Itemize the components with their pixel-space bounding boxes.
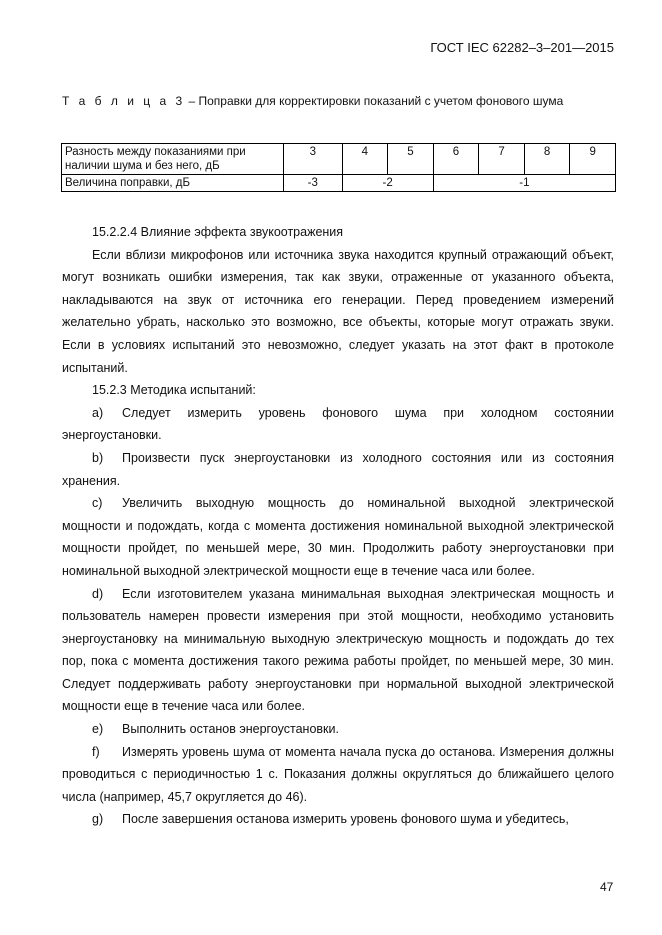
list-item: [62, 447, 614, 492]
body-text: [62, 221, 614, 831]
page-number: 47: [600, 880, 614, 894]
list-item: [62, 808, 614, 831]
list-item: [62, 718, 614, 741]
list-item-text: Выполнить останов энергоустановки.: [122, 722, 339, 737]
table-cell: -2: [342, 175, 433, 192]
list-item-label: f): [92, 744, 100, 759]
section-heading: 15.2.2.4 Влияние эффекта звукоотражения: [92, 225, 344, 239]
list-item: [62, 741, 614, 809]
list-item-text: Увеличить выходную мощность до номинальной выходной электрической мощности и подождать, когда с момента достижения номинальной выходной электрической мощности пройдет, по меньшей мере, 30 мин. Продолжить работу энергоустановки при номинальной выходной электрической мощности еще в течение часа или более.: [62, 496, 614, 578]
table-cell: 3: [284, 144, 343, 175]
table-row: [62, 144, 616, 175]
list-item: [62, 492, 614, 582]
table-cell: -1: [433, 175, 615, 192]
list-item-label: b): [92, 450, 104, 465]
list-item-text: Произвести пуск энергоустановки из холодного состояния или из состояния хранения.: [62, 450, 614, 488]
table-cell: 4: [342, 144, 388, 175]
table-cell: -3: [284, 175, 343, 192]
table-caption-label: Т а б л и ц а 3: [62, 94, 186, 108]
list-item: [62, 583, 614, 719]
table-cell: 8: [524, 144, 570, 175]
table-cell: Величина поправки, дБ: [62, 175, 284, 192]
correction-table: [61, 143, 616, 192]
table-row: [62, 175, 616, 192]
list-item-label: g): [92, 812, 104, 827]
list-item-text: Следует измерить уровень фонового шума при холодном состоянии энергоустановки.: [62, 405, 614, 443]
table-cell: 9: [570, 144, 616, 175]
list-item-label: c): [92, 496, 103, 511]
table-cell: 6: [433, 144, 479, 175]
list-item-label: a): [92, 405, 104, 420]
list-item-label: d): [92, 586, 104, 601]
table-caption-text: – Поправки для корректировки показаний с учетом фонового шума: [185, 94, 564, 108]
paragraph: Если вблизи микрофонов или источника звука находится крупный отражающий объект, могут возникать ошибки измерения, так как звуки, отраженные от указанного объекта, накладываются на звук от источника его генерации. Перед проведением измерений желательно убрать, насколько это возможно, все объекты, которые могут отражать звуки. Если в условиях испытаний это невозможно, следует указать на этот факт в протоколе испытаний.: [62, 247, 614, 375]
table-cell: 5: [388, 144, 434, 175]
section-heading: 15.2.3 Методика испытаний:: [92, 383, 256, 398]
list-item-text: Измерять уровень шума от момента начала пуска до останова. Измерения должны проводиться с периодичностью 1 с. Показания должны округляться до ближайшего целого числа (например, 45,7 округляется до 46).: [62, 744, 614, 804]
table-cell: Разность между показаниями при наличии шума и без него, дБ: [62, 144, 284, 175]
table-caption: [62, 94, 563, 108]
table-cell: 7: [479, 144, 525, 175]
list-item-label: e): [92, 722, 104, 737]
list-item-text: Если изготовителем указана минимальная выходная электрическая мощность и пользователь намерен провести измерения при этой мощности, необходимо установить энергоустановку на минимальную выходную электрическую мощность и подождать до тех пор, пока с момента достижения такого режима работы пройдет, по меньшей мере, 30 мин. Следует поддерживать работу энергоустановки при нормальной выходной электрической мощности еще в течение часа или более.: [62, 586, 614, 714]
list-item-text: После завершения останова измерить уровень фонового шума и убедитесь,: [122, 812, 569, 827]
document-header: ГОСТ IEC 62282–3–201—2015: [430, 40, 614, 55]
list-item: [62, 402, 614, 447]
